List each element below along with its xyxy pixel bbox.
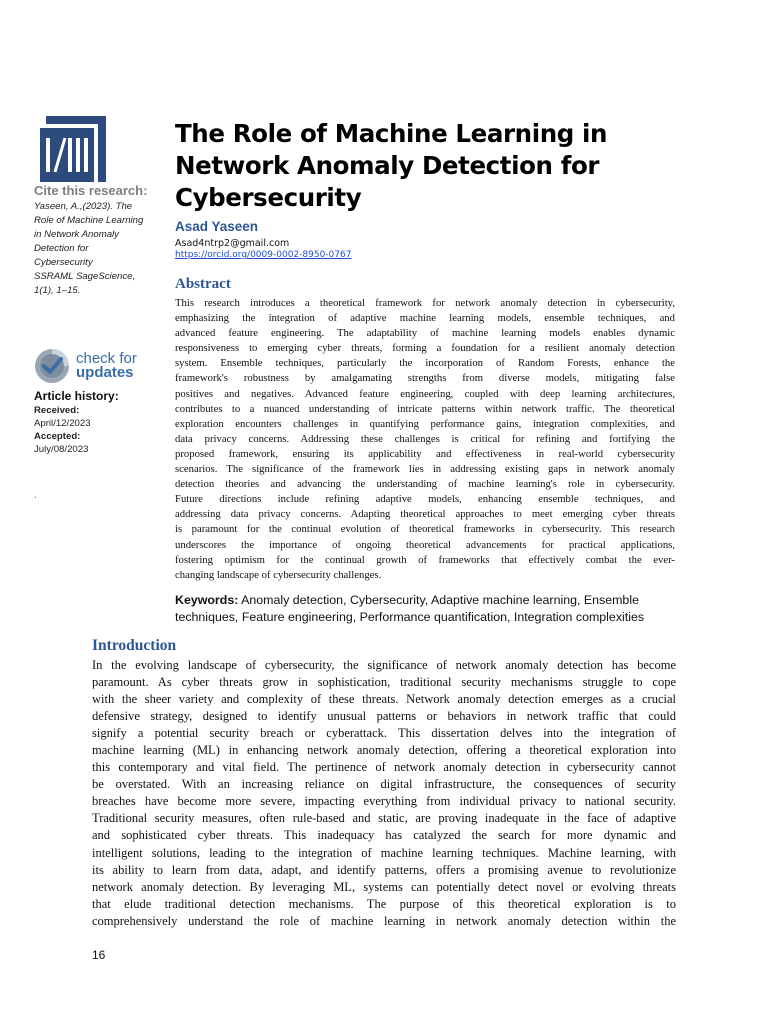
abstract-line: This research introduces a theoretical framework for network anomaly detection in cybersecurity, bbox=[175, 297, 675, 309]
author-name: Asad Yaseen bbox=[175, 219, 259, 234]
intro-line: network anomaly detection. By leveraging ML, systems can potentially detect novel or evolving threats bbox=[92, 879, 676, 894]
citation-line: Yaseen, A.,(2023). The bbox=[34, 201, 133, 212]
abstract-line: fostering optimism for the continual growth of frameworks that effectively combat the ever- bbox=[175, 553, 675, 566]
title-line: The Role of Machine Learning in bbox=[175, 119, 608, 148]
citation-line: SSRAML SageScience, bbox=[34, 271, 136, 282]
keywords-line2: techniques, Feature engineering, Performance quantification, Integration complexities bbox=[175, 610, 645, 624]
title-line: Cybersecurity bbox=[175, 183, 362, 212]
abstract-line: changing landscape of cybersecurity challenges. bbox=[175, 568, 382, 581]
article-history-heading: Article history: bbox=[34, 389, 119, 403]
check-label-line2: updates bbox=[76, 364, 134, 381]
intro-line: signify a potential security breach or cyberattack. This dissertation delves into the integration of bbox=[92, 726, 676, 741]
intro-line: its ability to learn from data, adapt, and identify patterns, offers a promising avenue to revolutionize bbox=[92, 862, 676, 877]
citation-text bbox=[34, 200, 160, 298]
abstract-line: responsiveness to emerging cyber threats, forming a foundation for a resilient anomaly detection bbox=[175, 342, 675, 355]
paper-title bbox=[175, 118, 695, 214]
abstract-line: framework's robustness by amalgamating strengths from diverse models, mitigating false bbox=[175, 372, 675, 385]
abstract-line: system. Ensemble techniques, particularly the incorporation of Random Forests, enhance the bbox=[175, 357, 675, 370]
abstract-line: underscores the importance of ongoing theoretical advancements for practical applications, bbox=[175, 538, 675, 551]
received-date: April/12/2023 bbox=[34, 418, 91, 429]
citation-line: 1(1), 1–15. bbox=[34, 285, 81, 296]
intro-line: be overstated. With an increasing reliance on digital infrastructure, the consequences of security bbox=[92, 777, 676, 792]
intro-line: breaches have become more severe, impacting everything from individual privacy to national security. bbox=[92, 794, 676, 809]
intro-line: that elude traditional detection mechanisms. The purpose of this theoretical exploration is to bbox=[92, 896, 676, 911]
abstract-line: detection theories and advancing the understanding of machine learning's role in cybersecurity. bbox=[175, 478, 675, 491]
abstract-line: contributes to a nuanced understanding of intricate patterns within network traffic. The theoretical bbox=[175, 402, 675, 415]
cite-heading: Cite this research: bbox=[34, 183, 148, 198]
intro-line: Traditional security measures, often rule-based and static, are proving inadequate in the face of adaptive bbox=[92, 811, 676, 826]
orcid-link[interactable]: https://orcid.org/0009-0002-8950-0767 bbox=[175, 250, 352, 260]
intro-line: and sophisticated cyber threats. This inadequacy has catalyzed the search for more dynamic and bbox=[92, 828, 676, 843]
journal-logo bbox=[36, 116, 110, 182]
page-number: 16 bbox=[92, 948, 106, 962]
intro-line: intelligent solutions, leading to the integration of machine learning techniques. Machine learning, with bbox=[92, 845, 676, 860]
intro-line: comprehensively understand the role of machine learning in network anomaly detection within the bbox=[92, 913, 676, 928]
author-email: Asad4ntrp2@gmail.com bbox=[175, 238, 290, 249]
abstract-heading: Abstract bbox=[175, 276, 231, 292]
abstract-line: emphasizing the integration of adaptive machine learning models, ensemble techniques, and bbox=[175, 312, 675, 325]
intro-line: this contemporary and vital field. The pertinence of network anomaly detection in cybersecurity cannot bbox=[92, 760, 676, 775]
citation-line: in Network Anomaly bbox=[34, 229, 119, 240]
abstract-line: proposed framework, ensuring its applicability and effectiveness in real-world cybersecurity bbox=[175, 447, 675, 460]
check-updates-icon bbox=[34, 348, 70, 384]
check-label-line1: check for bbox=[76, 350, 137, 367]
intro-line: paramount. As cyber threats grow in sophistication, traditional security mechanisms struggle to cope bbox=[92, 675, 676, 690]
stray-mark: . bbox=[34, 490, 37, 501]
abstract-line: advanced feature engineering. The adaptability of machine learning models enables dynamic bbox=[175, 327, 675, 340]
abstract-line: exploration encounters challenges in quantifying performance gains, integration complexities, and bbox=[175, 417, 675, 430]
abstract-line: Future directions include refining adaptive models, enhancing ensemble techniques, and bbox=[175, 493, 675, 506]
citation-line: Detection for bbox=[34, 243, 89, 254]
keywords-line1: Anomaly detection, Cybersecurity, Adaptive machine learning, Ensemble bbox=[238, 593, 639, 607]
intro-line: machine learning (ML) in enhancing network anomaly detection, offering a theoretical exploration into bbox=[92, 743, 676, 758]
abstract-line: addressing data privacy concerns. Adapting theoretical approaches to meet emerging cyber threats bbox=[175, 508, 675, 521]
abstract-line: is paramount for the continual evolution of theoretical frameworks in cybersecurity. This research bbox=[175, 523, 675, 536]
keywords bbox=[175, 592, 677, 626]
received-label: Received: bbox=[34, 405, 80, 416]
abstract-body bbox=[175, 296, 675, 583]
intro-line: with the sheer variety and complexity of these threats. Network anomaly detection emerges as a crucial bbox=[92, 692, 676, 707]
citation-line: Role of Machine Learning bbox=[34, 215, 144, 226]
intro-line: defensive strategy, designed to identify unusual patterns or behaviors in network traffic that could bbox=[92, 709, 676, 724]
accepted-date: July/08/2023 bbox=[34, 444, 89, 455]
keywords-label: Keywords: bbox=[175, 593, 239, 607]
abstract-line: scenarios. The significance of the framework lies in addressing existing gaps in network anomaly bbox=[175, 463, 675, 476]
abstract-line: positives and negatives. Advanced feature engineering, coupled with deep learning architectures, bbox=[175, 387, 675, 400]
title-line: Network Anomaly Detection for bbox=[175, 151, 600, 180]
accepted-label: Accepted: bbox=[34, 431, 81, 442]
intro-line: In the evolving landscape of cybersecurity, the significance of network anomaly detection has become bbox=[92, 658, 676, 672]
introduction-body bbox=[92, 657, 676, 930]
abstract-line: data privacy concerns. Addressing these challenges is critical for refining and fortifying the bbox=[175, 432, 675, 445]
citation-line: Cybersecurity bbox=[34, 257, 93, 268]
check-for-updates-badge[interactable] bbox=[34, 348, 149, 386]
introduction-heading: Introduction bbox=[92, 637, 177, 654]
